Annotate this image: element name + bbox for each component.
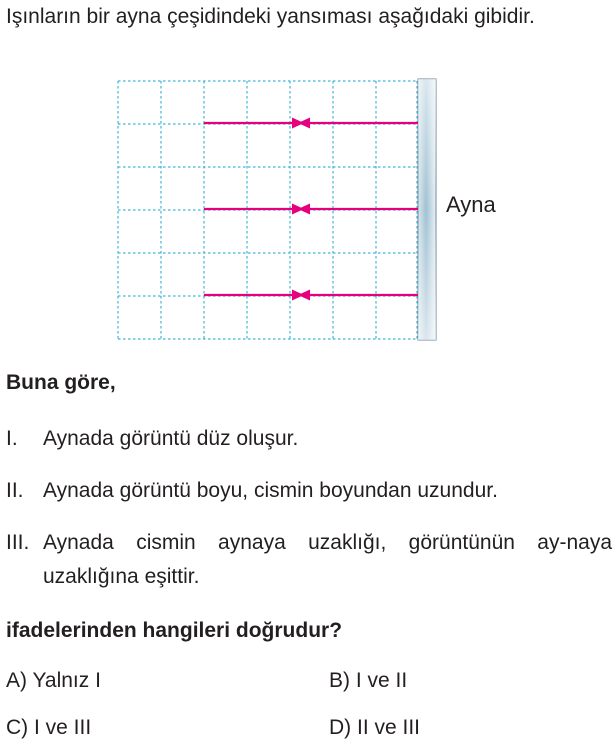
mirror-reflection-figure	[112, 78, 452, 342]
statement-text: Aynada görüntü düz oluşur.	[43, 427, 299, 450]
question-prompt: ifadelerinden hangileri doğrudur?	[6, 619, 343, 642]
light-rays	[204, 118, 418, 301]
option-c[interactable]: C) I ve III	[6, 716, 92, 739]
ray-2	[204, 204, 418, 215]
option-a[interactable]: A) Yalnız I	[6, 669, 101, 692]
mirror	[418, 79, 436, 340]
option-b[interactable]: B) I ve II	[329, 669, 408, 692]
question-intro: Işınların bir ayna çeşidindeki yansıması aşağıdaki gibidir.	[6, 5, 535, 28]
mirror-label: Ayna	[446, 192, 496, 217]
statement-1	[6, 422, 612, 456]
statement-number: III.	[6, 531, 30, 554]
question-lead: Buna göre,	[6, 371, 116, 394]
statement-text: Aynada cismin aynaya uzaklığı, görüntünün ay-naya uzaklığına eşittir.	[43, 531, 612, 588]
statement-text: Aynada görüntü boyu, cismin boyundan uzundur.	[43, 479, 498, 502]
statement-3	[6, 526, 612, 594]
statement-2	[6, 474, 612, 508]
ray-3	[204, 290, 418, 301]
ray-1	[204, 118, 418, 129]
statement-number: I.	[6, 427, 18, 450]
option-d[interactable]: D) II ve III	[329, 716, 421, 739]
statement-number: II.	[6, 479, 24, 502]
